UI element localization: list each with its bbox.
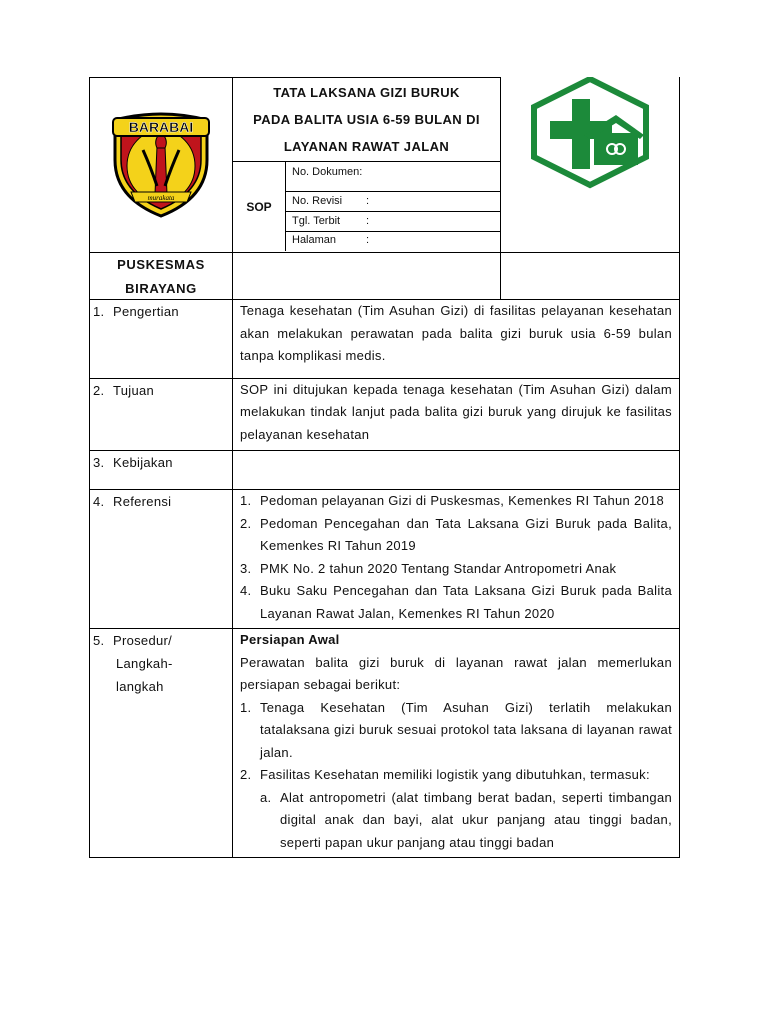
reference-item: 4. Buku Saku Pencegahan dan Tata Laksana Gizi Buruk pada Balita Layanan Rawat Jalan, Kemenkes RI Tahun 2020 [240,583,672,621]
meta-revision: No. Revisi : [286,192,500,212]
sop-label: SOP [233,162,286,251]
label-prosedur: 5. Prosedur/ Langkah- langkah [90,629,233,858]
meta-issue-date: Tgl. Terbit : [286,212,500,232]
content-pengertian: Tenaga kesehatan (Tim Asuhan Gizi) di fasilitas pelayanan kesehatan akan melakukan perawatan pada balita gizi buruk usia 6-59 bulan tanpa komplikasi medis. [233,300,680,379]
content-kebijakan [233,451,680,490]
left-logo-cell [90,78,233,253]
procedure-intro: Perawatan balita gizi buruk di layanan rawat jalan memerlukan persiapan sebagai berikut: [240,654,672,692]
content-prosedur [233,629,680,858]
emblem-motto: murakata [147,194,175,202]
reference-item: 1. Pedoman pelayanan Gizi di Puskesmas, Kemenkes RI Tahun 2018 [240,493,665,508]
reference-item: 2. Pedoman Pencegahan dan Tata Laksana Gizi Buruk pada Balita, Kemenkes RI Tahun 2019 [240,515,672,553]
right-logo-cell [501,78,680,253]
puskesmas-logo-icon [528,77,652,189]
content-tujuan: SOP ini ditujukan kepada tenaga kesehatan (Tim Asuhan Gizi) dalam melakukan tindak lanjut pada balita gizi buruk yang dirujuk ke fasilitas pelayanan kesehatan [233,378,680,451]
facility-cell [90,253,233,300]
procedure-heading: Persiapan Awal [240,632,340,647]
title-cell [233,78,501,253]
procedure-subitem: a. Alat antropometri (alat timbang berat badan, seperti timbangan digital anak dan bayi, alat ukur panjang atau tinggi badan, seperti papan ukur panjang atau tinggi badan [260,789,672,850]
facility-name: PUSKESMAS [117,257,205,272]
document-meta [286,162,500,251]
empty-cell [233,253,501,300]
label-tujuan: 2. Tujuan [90,378,233,451]
barabai-emblem-icon [107,106,215,220]
content-referensi [233,490,680,629]
title-line: LAYANAN RAWAT JALAN [283,139,450,154]
document-title [233,78,500,162]
sop-document [89,77,679,858]
title-line: PADA BALITA USIA 6-59 BULAN DI [253,112,480,127]
procedure-item: 1. Tenaga Kesehatan (Tim Asuhan Gizi) terlatih melakukan tatalaksana gizi buruk sesuai protokol tata laksana di layanan rawat jalan. [240,699,672,760]
label-referensi: 4. Referensi [90,490,233,629]
sop-table [89,77,680,858]
label-pengertian: 1. Pengertian [90,300,233,379]
meta-page: Halaman : [292,234,370,246]
emblem-title: BARABAI [128,119,194,135]
facility-name: BIRAYANG [125,281,197,296]
title-line: TATA LAKSANA GIZI BURUK [273,85,460,100]
procedure-item: 2. Fasilitas Kesehatan memiliki logistik yang dibutuhkan, termasuk: [240,767,650,782]
empty-cell [501,253,680,300]
label-kebijakan: 3. Kebijakan [90,451,233,490]
meta-doc-number: No. Dokumen: [286,162,500,192]
reference-item: 3. PMK No. 2 tahun 2020 Tentang Standar Antropometri Anak [240,560,617,576]
